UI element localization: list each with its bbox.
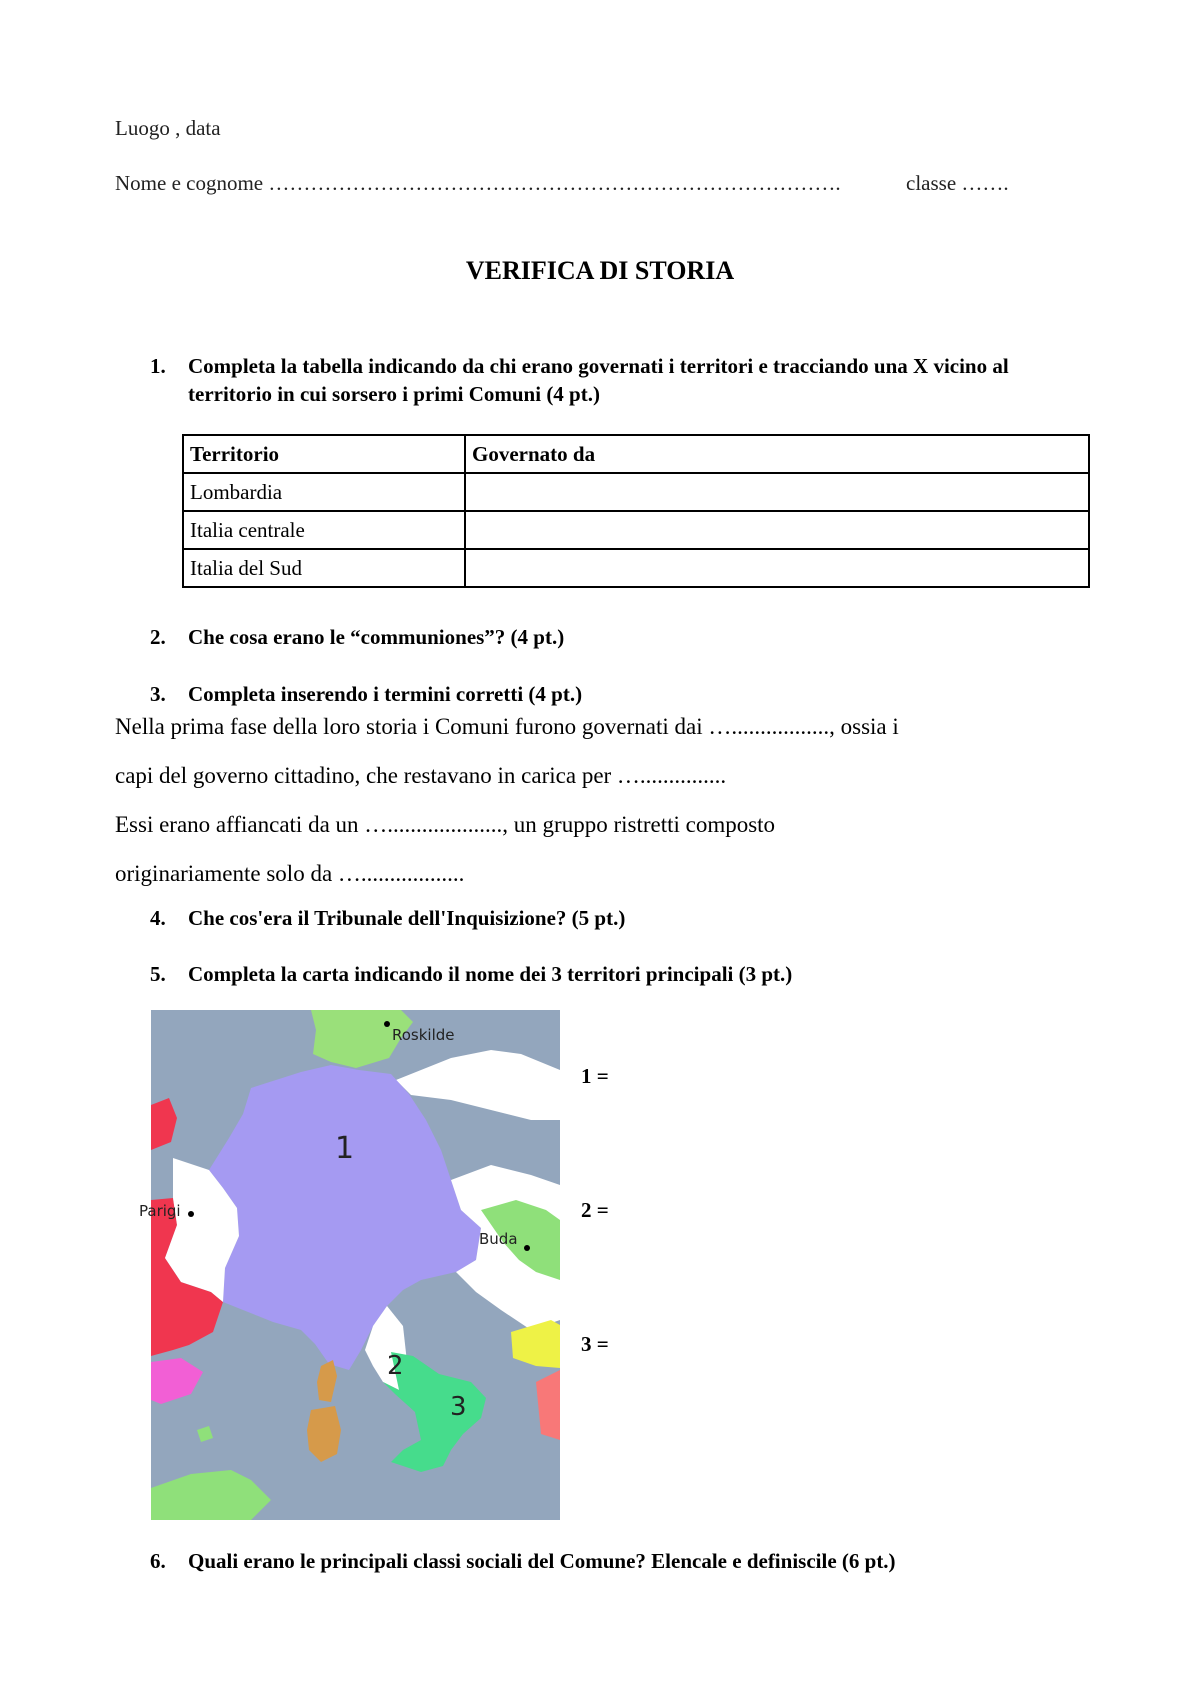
question-text: Che cosa erano le “communiones”? (4 pt.) <box>188 625 565 649</box>
fill-line-2: capi del governo cittadino, che restavano in carica per …............... <box>115 763 727 788</box>
table-row <box>183 473 1089 511</box>
roskilde-label: Roskilde <box>392 1026 455 1044</box>
table-header-territorio: Territorio <box>183 435 465 473</box>
buda-marker-icon <box>524 1245 530 1251</box>
parigi-marker-icon <box>188 1211 194 1217</box>
question-number: 5. <box>150 962 166 986</box>
question-1 <box>0 352 1200 412</box>
page-title: VERIFICA DI STORIA <box>465 256 735 285</box>
class-line <box>906 171 1009 196</box>
fill-line-1: Nella prima fase della loro storia i Comuni furono governati dai …................., ossia i <box>115 714 899 739</box>
question-number: 4. <box>150 906 166 930</box>
question-text: Completa la carta indicando il nome dei 3 territori principali (3 pt.) <box>188 962 793 986</box>
question-3 <box>0 680 1200 710</box>
table-cell-governato[interactable] <box>465 549 1089 587</box>
question-2 <box>0 623 1200 653</box>
class-dots[interactable]: ……. <box>961 171 1009 195</box>
fill-line-4: originariamente solo da ….................. <box>115 861 465 886</box>
question-number: 2. <box>150 625 166 649</box>
answer-3-label[interactable]: 3 = <box>581 1332 609 1356</box>
answer-2-label[interactable]: 2 = <box>581 1198 609 1222</box>
map-number-2: 2 <box>387 1351 404 1381</box>
name-dots[interactable]: ………………………………………………………………………. <box>268 171 841 195</box>
name-label: Nome e cognome <box>115 171 264 195</box>
question-number: 3. <box>150 682 166 706</box>
question-text: Quali erano le principali classi sociali del Comune? Elencale e definiscile (6 pt.) <box>188 1549 896 1573</box>
fill-line-3: Essi erano affiancati da un …...................., un gruppo ristretti composto <box>115 812 776 837</box>
question-5 <box>0 960 1200 990</box>
table-cell-governato[interactable] <box>465 511 1089 549</box>
question-number: 1. <box>150 354 166 378</box>
table-cell-territorio[interactable]: Italia centrale <box>183 511 465 549</box>
table-header-row <box>183 435 1089 473</box>
parigi-label: Parigi <box>139 1202 181 1220</box>
table-header-governato: Governato da <box>465 435 1089 473</box>
table-cell-territorio[interactable]: Italia del Sud <box>183 549 465 587</box>
question-text: Completa inserendo i termini corretti (4 pt.) <box>188 682 583 706</box>
question-text: Completa la tabella indicando da chi erano governati i territori e tracciando una X vicino al territorio in cui sorsero i primi Comuni (4 pt.) <box>188 354 1009 406</box>
answer-1-label[interactable]: 1 = <box>581 1064 609 1088</box>
table-cell-territorio[interactable]: Lombardia <box>183 473 465 511</box>
map-number-3: 3 <box>450 1392 467 1422</box>
map-number-1: 1 <box>335 1131 355 1166</box>
question-4 <box>0 904 1200 934</box>
question-6 <box>0 1547 1200 1577</box>
table-row <box>183 511 1089 549</box>
roskilde-marker-icon <box>384 1021 390 1027</box>
table-row <box>183 549 1089 587</box>
place-date: Luogo , data <box>115 116 221 140</box>
question-number: 6. <box>150 1549 166 1573</box>
question-text: Che cos'era il Tribunale dell'Inquisizione? (5 pt.) <box>188 906 626 930</box>
class-label: classe <box>906 171 957 195</box>
territories-table <box>182 434 1090 588</box>
historical-map <box>139 1010 560 1520</box>
name-line <box>115 171 841 196</box>
buda-label: Buda <box>479 1230 518 1248</box>
table-cell-governato[interactable] <box>465 473 1089 511</box>
